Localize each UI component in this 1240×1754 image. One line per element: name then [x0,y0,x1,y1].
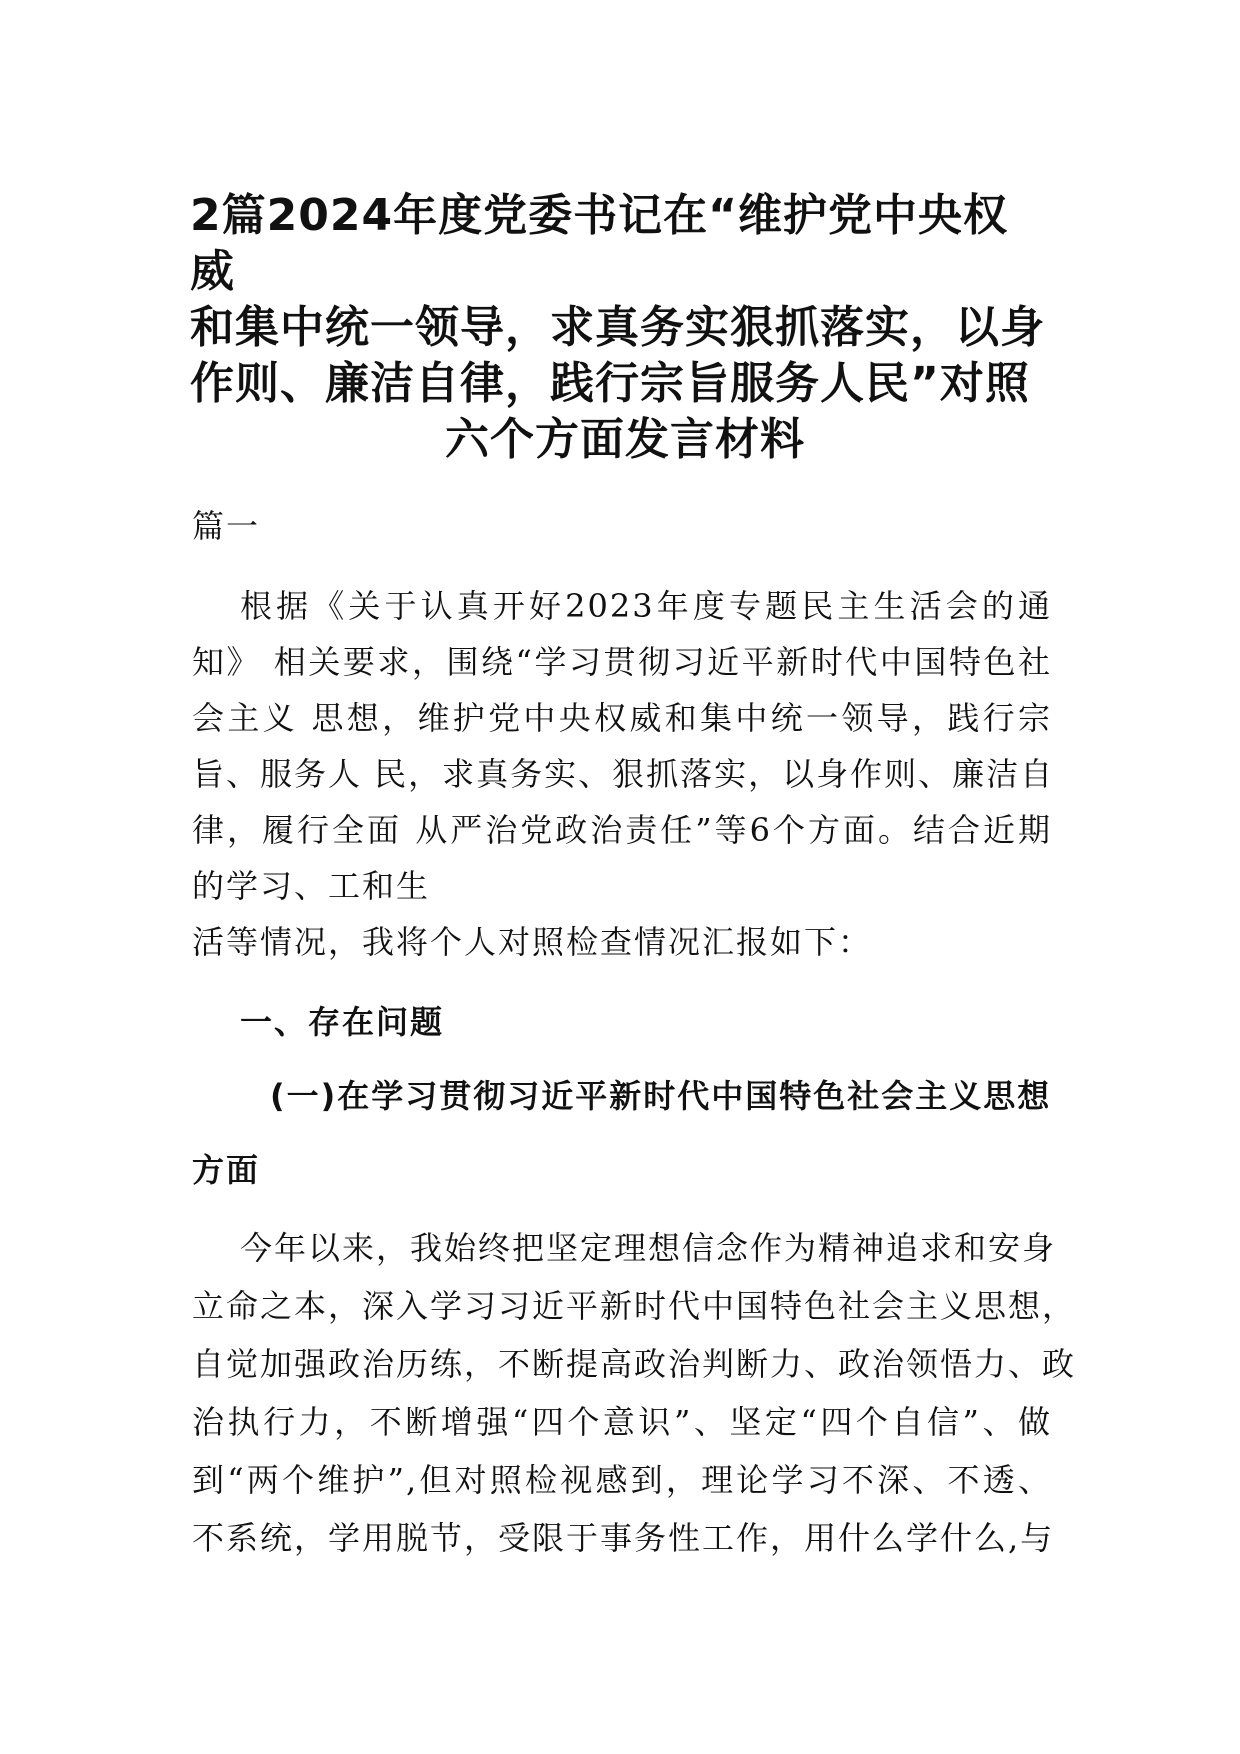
intro-line-1: 根据《关于认真开好2023年度专题民主生活会的通 [240,587,1052,625]
intro-line-2: 知》 相关要求，围绕“学习贯彻习近平新时代中国特色社 [192,643,1052,681]
intro-line-6: 的学习、工和生 [192,867,431,905]
subheading-1-line-1: (一)在学习贯彻习近平新时代中国特色社会主义思想 [270,1077,1052,1115]
para-1-line-6: 不系统，学用脱节，受限于事务性工作，用什么学什么,与 [192,1519,1055,1557]
title-line-4: 作则、廉洁自律，践行宗旨服务人民”对照 [190,358,1030,409]
title-line-5: 六个方面发言材料 [445,414,805,465]
para-1-line-5: 到“两个维护”,但对照检视感到，理论学习不深、不透、 [192,1461,1052,1499]
para-1-line-3: 自觉加强政治历练，不断提高政治判断力、政治领悟力、政 [192,1345,1077,1383]
para-1-line-2: 立命之本，深入学习习近平新时代中国特色社会主义思想， [192,1287,1077,1325]
title-line-1: 2篇2024年度党委书记在“维护党中央权 [190,190,1008,241]
title-line-3: 和集中统一领导，求真务实狠抓落实，以身 [190,302,1045,353]
intro-line-3: 会主义 思想，维护党中央权威和集中统一领导，践行宗 [192,699,1052,737]
title-line-2: 威 [190,246,235,297]
heading-problems: 一、存在问题 [240,1003,445,1041]
document-title [190,188,1060,468]
intro-line-5: 律，履行全面 从严治党政治责任”等6个方面。结合近期 [192,811,1052,849]
intro-line-4: 旨、服务人 民，求真务实、狠抓落实，以身作则、廉洁自 [192,755,1055,793]
para-1-line-4: 治执行力，不断增强“四个意识”、坚定“四个自信”、做 [192,1403,1052,1441]
section-label: 篇一 [192,507,261,545]
intro-line-7: 活等情况，我将个人对照检查情况汇报如下： [192,923,873,961]
subheading-1-line-2: 方面 [192,1151,261,1189]
para-1-line-1: 今年以来，我始终把坚定理想信念作为精神追求和安身 [240,1229,1057,1267]
